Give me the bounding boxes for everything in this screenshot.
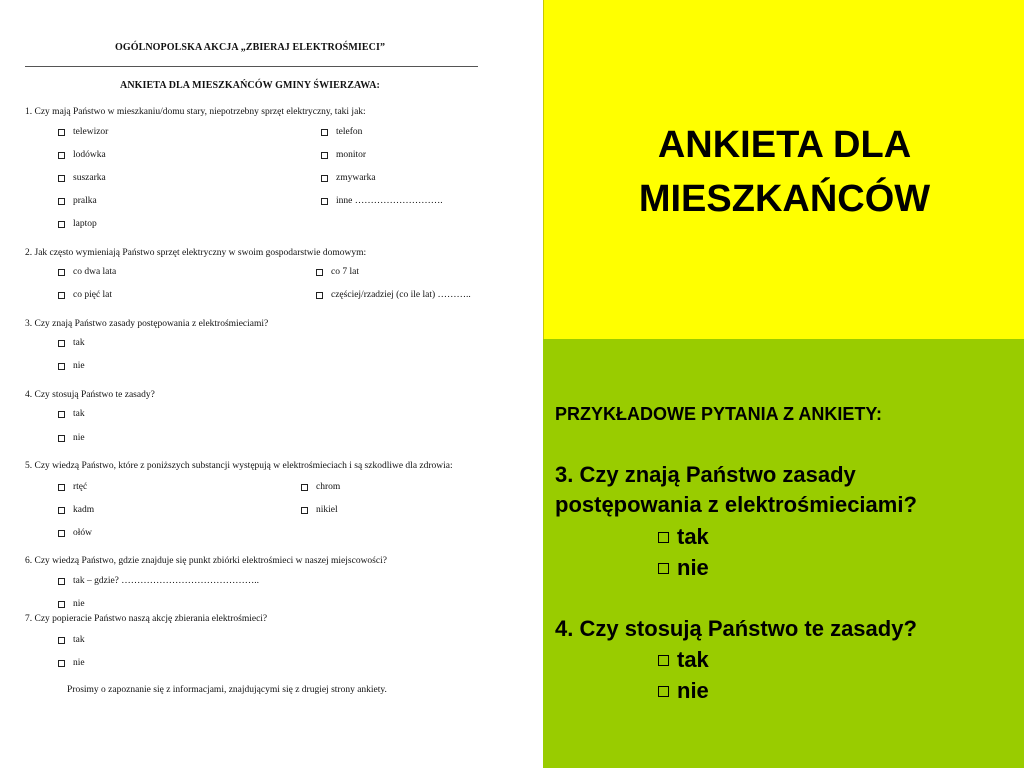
checkbox[interactable] bbox=[58, 292, 65, 299]
checkbox[interactable] bbox=[58, 660, 65, 667]
checkbox[interactable] bbox=[316, 292, 323, 299]
checkbox[interactable] bbox=[58, 637, 65, 644]
question-6: 6. Czy wiedzą Państwo, gdzie znajduje się punkt zbiórki elektrośmieci w naszej miejscowości? bbox=[25, 556, 387, 566]
option-nikiel[interactable] bbox=[301, 505, 338, 515]
slide-title bbox=[544, 118, 1024, 226]
example-question-4: 4. Czy stosują Państwo te zasady? bbox=[555, 616, 917, 641]
checkbox[interactable] bbox=[58, 578, 65, 585]
option-co-7-lat[interactable] bbox=[316, 267, 359, 277]
option-label: co pięć lat bbox=[73, 290, 113, 300]
checkbox[interactable] bbox=[321, 129, 328, 136]
option-label: rtęć bbox=[73, 482, 88, 492]
option-label: nie bbox=[73, 658, 85, 668]
option-monitor[interactable] bbox=[321, 150, 366, 160]
checkbox[interactable] bbox=[58, 269, 65, 276]
checkbox[interactable] bbox=[321, 152, 328, 159]
option-tak-gdzie[interactable] bbox=[58, 576, 259, 586]
question-4: 4. Czy stosują Państwo te zasady? bbox=[25, 390, 155, 400]
option-label: suszarka bbox=[73, 173, 106, 183]
checkbox[interactable] bbox=[58, 129, 65, 136]
option-label: lodówka bbox=[73, 150, 106, 160]
option-label: nie bbox=[677, 555, 709, 580]
checkbox[interactable] bbox=[321, 175, 328, 182]
option-label: tak bbox=[73, 409, 85, 419]
title-panel bbox=[543, 0, 1024, 339]
option-label: ołów bbox=[73, 528, 92, 538]
option-label: tak bbox=[73, 635, 85, 645]
option-label: chrom bbox=[316, 482, 341, 492]
option-kadm[interactable] bbox=[58, 505, 94, 515]
option-lodowka[interactable] bbox=[58, 150, 106, 160]
option-label: co 7 lat bbox=[331, 267, 359, 277]
option-label: nikiel bbox=[316, 505, 338, 515]
option-laptop[interactable] bbox=[58, 219, 97, 229]
option-label: co dwa lata bbox=[73, 267, 117, 277]
option-chrom[interactable] bbox=[301, 482, 340, 492]
option-label: nie bbox=[73, 361, 85, 371]
option-label: zmywarka bbox=[336, 173, 376, 183]
document-header: OGÓLNOPOLSKA AKCJA „ZBIERAJ ELEKTROŚMIECI” bbox=[114, 42, 386, 53]
option-co-piec-lat[interactable] bbox=[58, 290, 112, 300]
option-label: tak bbox=[677, 647, 709, 672]
example-option-tak[interactable] bbox=[658, 647, 709, 673]
option-label: nie bbox=[73, 433, 85, 443]
checkbox[interactable] bbox=[316, 269, 323, 276]
option-olow[interactable] bbox=[58, 528, 92, 538]
question-5: 5. Czy wiedzą Państwo, które z poniższych substancji występują w elektrośmieciach i są szkodliwe dla zdrowia: bbox=[25, 461, 453, 471]
checkbox[interactable] bbox=[58, 530, 65, 537]
option-nie[interactable] bbox=[58, 433, 85, 443]
option-rtec[interactable] bbox=[58, 482, 87, 492]
example-option-nie[interactable] bbox=[658, 678, 709, 704]
document-subtitle: ANKIETA DLA MIESZKAŃCÓW GMINY ŚWIERZAWA: bbox=[120, 80, 380, 91]
document-footer: Prosimy o zapoznanie się z informacjami, znajdującymi się z drugiej strony ankiety. bbox=[67, 685, 387, 695]
examples-heading: PRZYKŁADOWE PYTANIA Z ANKIETY: bbox=[555, 404, 882, 424]
header-divider bbox=[25, 66, 478, 67]
option-label: tak bbox=[73, 338, 85, 348]
question-1: 1. Czy mają Państwo w mieszkaniu/domu stary, niepotrzebny sprzęt elektryczny, taki jak: bbox=[25, 107, 366, 117]
option-tak[interactable] bbox=[58, 409, 85, 419]
example-option-nie[interactable] bbox=[658, 555, 709, 581]
option-tak[interactable] bbox=[58, 635, 85, 645]
example-option-tak[interactable] bbox=[658, 524, 709, 550]
option-tak[interactable] bbox=[58, 338, 85, 348]
checkbox[interactable] bbox=[658, 532, 669, 543]
option-telefon[interactable] bbox=[321, 127, 362, 137]
option-telewizor[interactable] bbox=[58, 127, 108, 137]
checkbox[interactable] bbox=[658, 655, 669, 666]
example-question-3-line-1: 3. Czy znają Państwo zasady bbox=[555, 462, 856, 487]
question-2: 2. Jak często wymieniają Państwo sprzęt elektryczny w swoim gospodarstwie domowym: bbox=[25, 248, 367, 258]
checkbox[interactable] bbox=[58, 411, 65, 418]
option-nie[interactable] bbox=[58, 658, 85, 668]
option-inne[interactable] bbox=[321, 196, 443, 206]
checkbox[interactable] bbox=[58, 340, 65, 347]
example-question-3-line-2: postępowania z elektrośmieciami? bbox=[555, 492, 917, 517]
option-label: inne ………………………. bbox=[336, 196, 443, 206]
option-label: telefon bbox=[336, 127, 363, 137]
option-label: nie bbox=[677, 678, 709, 703]
option-label: laptop bbox=[73, 219, 97, 229]
option-pralka[interactable] bbox=[58, 196, 97, 206]
option-label: telewizor bbox=[73, 127, 109, 137]
checkbox[interactable] bbox=[58, 507, 65, 514]
content-panel bbox=[543, 339, 1024, 768]
checkbox[interactable] bbox=[301, 507, 308, 514]
checkbox[interactable] bbox=[58, 601, 65, 608]
checkbox[interactable] bbox=[58, 435, 65, 442]
option-suszarka[interactable] bbox=[58, 173, 106, 183]
option-label: częściej/rzadziej (co ile lat) ……….. bbox=[331, 290, 471, 300]
option-label: monitor bbox=[336, 150, 367, 160]
slide-title-line-1: ANKIETA DLA bbox=[657, 124, 912, 166]
question-7: 7. Czy popieracie Państwo naszą akcję zbierania elektrośmieci? bbox=[25, 614, 268, 624]
checkbox[interactable] bbox=[321, 198, 328, 205]
option-co-dwa-lata[interactable] bbox=[58, 267, 116, 277]
option-czesciej-rzadziej[interactable] bbox=[316, 290, 471, 300]
checkbox[interactable] bbox=[658, 563, 669, 574]
option-label: kadm bbox=[73, 505, 95, 515]
checkbox[interactable] bbox=[658, 686, 669, 697]
option-nie[interactable] bbox=[58, 599, 85, 609]
checkbox[interactable] bbox=[58, 221, 65, 228]
option-zmywarka[interactable] bbox=[321, 173, 376, 183]
option-label: nie bbox=[73, 599, 85, 609]
option-label: pralka bbox=[73, 196, 97, 206]
checkbox[interactable] bbox=[301, 484, 308, 491]
checkbox[interactable] bbox=[58, 152, 65, 159]
option-label: tak bbox=[677, 524, 709, 549]
question-3: 3. Czy znają Państwo zasady postępowania z elektrośmieciami? bbox=[25, 319, 269, 329]
checkbox[interactable] bbox=[58, 198, 65, 205]
checkbox[interactable] bbox=[58, 363, 65, 370]
option-label: tak – gdzie? …………………………………….. bbox=[73, 576, 260, 586]
slide-title-line-2: MIESZKAŃCÓW bbox=[638, 178, 931, 220]
option-nie[interactable] bbox=[58, 361, 85, 371]
checkbox[interactable] bbox=[58, 175, 65, 182]
checkbox[interactable] bbox=[58, 484, 65, 491]
